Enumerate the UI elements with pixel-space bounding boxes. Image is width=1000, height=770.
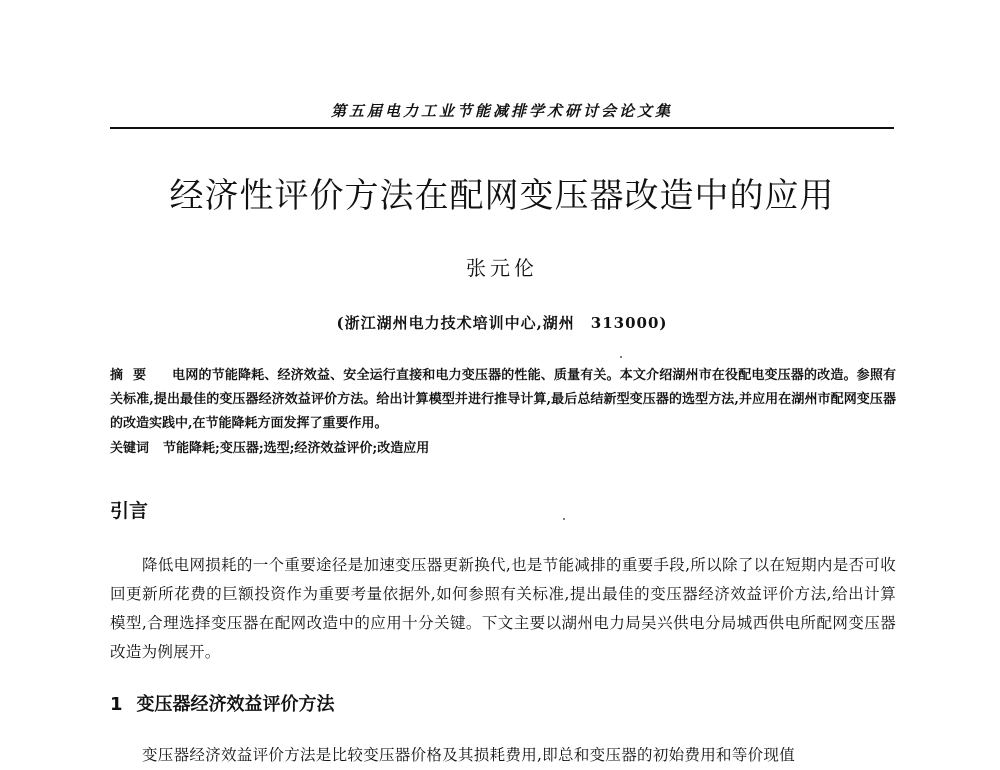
author-name: 张元伦 <box>466 256 538 280</box>
section-heading-1 <box>110 690 335 716</box>
section-number: 1 <box>110 694 123 715</box>
scan-speck <box>620 356 622 358</box>
running-header: 第五届电力工业节能减排学术研讨会论文集 <box>330 102 673 120</box>
section-1-paragraph: 变压器经济效益评价方法是比较变压器价格及其损耗费用,即总和变压器的初始费用和等价现值 <box>142 746 796 764</box>
header-rule <box>110 127 894 129</box>
keywords-label: 关键词 <box>110 441 150 456</box>
abstract <box>110 364 896 436</box>
author-affiliation: (浙江湖州电力技术培训中心,湖州 313000) <box>336 314 668 332</box>
section-heading-intro: 引言 <box>110 500 149 522</box>
abstract-label: 摘要 <box>110 368 157 383</box>
scan-speck <box>563 518 565 520</box>
paper-title: 经济性评价方法在配网变压器改造中的应用 <box>169 176 835 216</box>
abstract-text: 电网的节能降耗、经济效益、安全运行直接和电力变压器的性能、质量有关。本文介绍湖州市在役配电变压器的改造。参照有关标准,提出最佳的变压器经济效益评价方法。给出计算模型并进行推导计算,最后总结新型变压器的选型方法,并应用在湖州市配网变压器的改造实践中,在节能降耗方面发挥了重要作用。 <box>110 368 896 431</box>
intro-paragraph: 降低电网损耗的一个重要途径是加速变压器更新换代,也是节能减排的重要手段,所以除了以在短期内是否可收回更新所花费的巨额投资作为重要考量依据外,如何参照有关标准,提出最佳的变压器经济效益评价方法,给出计算模型,合理选择变压器在配网改造中的应用十分关键。下文主要以湖州电力局吴兴供电分局城西供电所配网变压器改造为例展开。 <box>110 556 896 661</box>
keywords <box>110 437 894 461</box>
keywords-text: 节能降耗;变压器;选型;经济效益评价;改造应用 <box>163 441 430 456</box>
section-heading-text: 变压器经济效益评价方法 <box>136 694 335 715</box>
